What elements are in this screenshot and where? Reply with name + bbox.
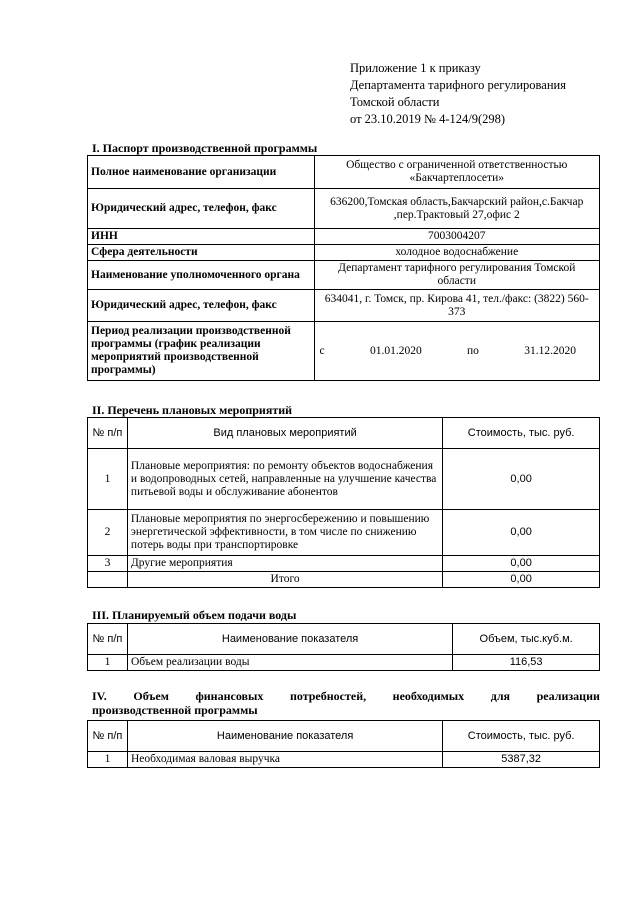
indicator-cost: 5387,32 xyxy=(443,752,600,768)
activity-name: Плановые мероприятия: по ремонту объектов водоснабжения и водопроводных сетей, направленные на улучшение качества питьевой воды и обслуживание абонентов xyxy=(127,449,442,510)
table-row xyxy=(88,189,600,229)
passport-value: холодное водоснабжение xyxy=(314,245,599,261)
period-to-date: 31.12.2020 xyxy=(524,344,576,357)
passport-value: 636200,Томская область,Бакчарский район,с.Бакчар ,пер.Трактовый 27,офис 2 xyxy=(314,189,599,229)
period-cell xyxy=(314,322,599,381)
header-line: Томской области xyxy=(350,95,440,109)
table-row xyxy=(88,245,600,261)
activity-cost: 0,00 xyxy=(443,449,600,510)
passport-label: Юридический адрес, телефон, факс xyxy=(88,290,315,322)
total-label: Итого xyxy=(127,572,442,588)
header-line: от 23.10.2019 № 4-124/9(298) xyxy=(350,112,506,126)
column-header: Наименование показателя xyxy=(127,624,452,655)
table-row xyxy=(88,556,600,572)
water-volume-table xyxy=(87,623,600,671)
table-row xyxy=(88,290,600,322)
row-number: 1 xyxy=(88,752,128,768)
passport-value: 634041, г. Томск, пр. Кирова 41, тел./факс: (3822) 560-373 xyxy=(314,290,599,322)
table-row xyxy=(88,156,600,189)
total-cost: 0,00 xyxy=(443,572,600,588)
activity-name: Другие мероприятия xyxy=(127,556,442,572)
indicator-name: Необходимая валовая выручка xyxy=(127,752,442,768)
title-word: потребностей, xyxy=(289,689,367,703)
passport-label: Период реализации производственной программы (график реализации мероприятий производственной программы) xyxy=(88,322,315,381)
table-row xyxy=(88,752,600,768)
passport-value: 7003004207 xyxy=(314,229,599,245)
period-from-date: 01.01.2020 xyxy=(369,344,422,357)
column-header: Вид плановых мероприятий xyxy=(127,418,442,449)
passport-label: ИНН xyxy=(88,229,315,245)
period-to-word: по xyxy=(467,344,479,357)
row-number: 2 xyxy=(88,510,128,556)
table-row xyxy=(88,229,600,245)
row-number: 1 xyxy=(88,655,128,671)
approval-header xyxy=(350,60,610,128)
total-row xyxy=(88,572,600,588)
passport-label: Полное наименование организации xyxy=(88,156,315,189)
section-4-title xyxy=(92,689,600,717)
activity-cost: 0,00 xyxy=(443,556,600,572)
title-word: реализации xyxy=(536,689,600,703)
table-header-row xyxy=(88,721,600,752)
planned-activities-table xyxy=(87,417,600,588)
column-header: № п/п xyxy=(88,721,128,752)
table-row xyxy=(88,449,600,510)
column-header: Объем, тыс.куб.м. xyxy=(453,624,600,655)
row-number: 3 xyxy=(88,556,128,572)
title-line-2: производственной программы xyxy=(92,703,258,717)
table-row xyxy=(88,655,600,671)
section-1-title: I. Паспорт производственной программы xyxy=(92,141,318,155)
title-word: финансовых xyxy=(195,689,264,703)
passport-value: Департамент тарифного регулирования Томской области xyxy=(314,261,599,290)
indicator-name: Объем реализации воды xyxy=(127,655,452,671)
period-from-word: с xyxy=(319,344,325,357)
passport-label: Юридический адрес, телефон, факс xyxy=(88,189,315,229)
row-number: 1 xyxy=(88,449,128,510)
passport-label: Сфера деятельности xyxy=(88,245,315,261)
passport-value: Общество с ограниченной ответственностью «Бакчартеплосети» xyxy=(314,156,599,189)
column-header: № п/п xyxy=(88,624,128,655)
header-line: Департамента тарифного регулирования xyxy=(350,78,566,92)
financial-needs-table xyxy=(87,720,600,768)
passport-table xyxy=(87,155,600,381)
indicator-value: 116,53 xyxy=(453,655,600,671)
title-word: для xyxy=(490,689,511,703)
title-word: необходимых xyxy=(392,689,465,703)
activity-name: Плановые мероприятия по энергосбережению и повышению энергетической эффективности, в том числе по снижению потерь воды при транспортировке xyxy=(127,510,442,556)
table-header-row xyxy=(88,418,600,449)
section-3-title: III. Планируемый объем подачи воды xyxy=(92,608,297,622)
section-2-title: II. Перечень плановых мероприятий xyxy=(92,403,293,417)
table-row xyxy=(88,322,600,381)
header-line: Приложение 1 к приказу xyxy=(350,61,481,75)
activity-cost: 0,00 xyxy=(443,510,600,556)
table-header-row xyxy=(88,624,600,655)
table-row xyxy=(88,510,600,556)
table-row xyxy=(88,261,600,290)
title-word: Объем xyxy=(133,689,169,703)
column-header: № п/п xyxy=(88,418,128,449)
passport-label: Наименование уполномоченного органа xyxy=(88,261,315,290)
title-word: IV. xyxy=(92,689,107,703)
column-header: Стоимость, тыс. руб. xyxy=(443,418,600,449)
column-header: Стоимость, тыс. руб. xyxy=(443,721,600,752)
column-header: Наименование показателя xyxy=(127,721,442,752)
